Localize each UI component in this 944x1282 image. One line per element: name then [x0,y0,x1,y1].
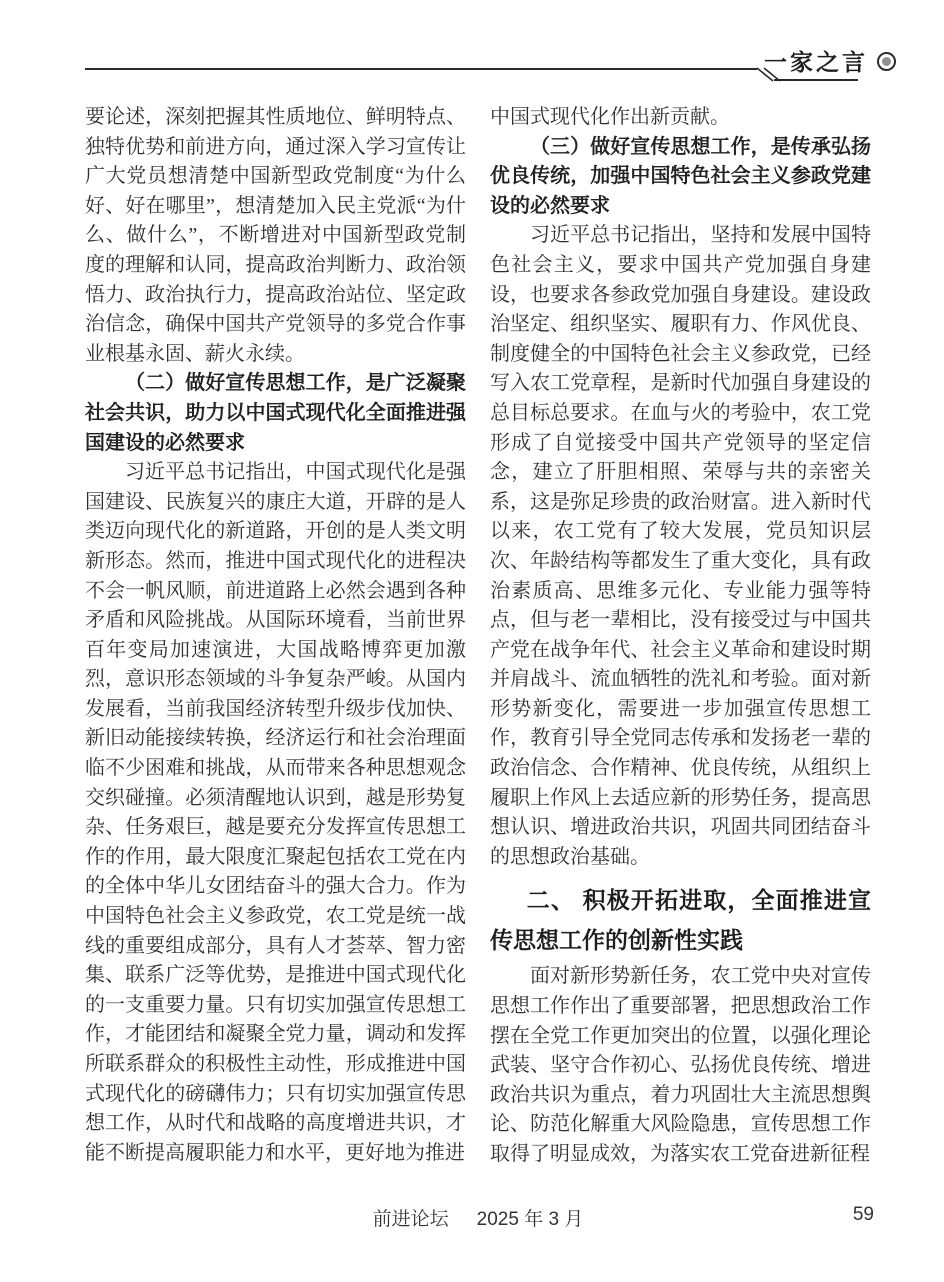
bullseye-icon [877,52,896,71]
footer-issue-date: 2025 年 3 月 [476,1209,584,1230]
section-heading-2: 二、 积极开拓进取，全面推进宣传思想工作的创新性实践 [490,887,871,954]
subheading-3: （三）做好宣传思想工作，是传承弘扬优良传统，加强中国特色社会主义参政党建设的必然要求 [490,135,871,217]
paragraph-continuation: 要论述，深刻把握其性质地位、鲜明特点、独特优势和前进方向，通过深入学习宣传让广大党员想清楚中国新型政党制度“为什么好、好在哪里”，想清楚加入民主党派“为什么、做什么”，不断增进对中国新型政党制度的理解和认同，提高政治判断力、政治领悟力、政治执行力，提高政治站位、坚定政治信念，确保中国共产党领导的多党合作事业根基永固、薪火永续。 [85,106,466,365]
left-column [85,103,466,1168]
page-number: 59 [852,1204,874,1225]
right-column [490,103,871,1170]
paragraph: 习近平总书记指出，中国式现代化是强国建设、民族复兴的康庄大道，开辟的是人类迈向现代化的新道路，开创的是人类文明新形态。然而，推进中国式现代化的进程决不会一帆风顺，前进道路上必然会遇到各种矛盾和风险挑战。从国际环境看，当前世界百年变局加速演进，大国战略博弈更加激烈，意识形态领域的斗争复杂严峻。从国内发展看，当前我国经济转型升级步伐加快、新旧动能接续转换，经济运行和社会治理面临不少困难和挑战，从而带来各种思想观念交织碰撞。必须清醒地认识到，越是形势复杂、任务艰巨，越是要充分发挥宣传思想工作的作用，最大限度汇聚起包括农工党在内的全体中华儿女团结奋斗的强大合力。作为中国特色社会主义参政党，农工党是统一战线的重要组成部分，具有人才荟萃、智力密集、联系广泛等优势，是推进中国式现代化的一支重要力量。只有切实加强宣传思想工作，才能团结和凝聚全党力量，调动和发挥所联系群众的积极性主动性，形成推进中国式现代化的磅礴伟力；只有切实加强宣传思想工作，从时代和战略的高度增进共识，才能不断提高履职能力和水平，更好地为推进 [85,461,466,1164]
footer-journal-title: 前进论坛 [372,1209,449,1230]
subheading-2: （二）做好宣传思想工作，是广泛凝聚社会共识，助力以中国式现代化全面推进强国建设的必然要求 [85,372,466,454]
footer [85,1204,871,1231]
section-label: 一家之言 [764,50,868,75]
paragraph: 面对新形势新任务，农工党中央对宣传思想工作作出了重要部署，把思想政治工作摆在全党工作更加突出的位置，以强化理论武装、坚守合作初心、弘扬优良传统、增进政治共识为重点，着力巩固壮大主流思想舆论、防范化解重大风险隐患，宣传思想工作取得了明显成效，为落实农工党奋进新征程 [490,965,871,1165]
paragraph: 习近平总书记指出，坚持和发展中国特色社会主义，要求中国共产党加强自身建设，也要求各参政党加强自身建设。建设政治坚定、组织坚实、履职有力、作风优良、制度健全的中国特色社会主义参政党，已经写入农工党章程，是新时代加强自身建设的总目标总要求。在血与火的考验中，农工党形成了自觉接受中国共产党领导的坚定信念，建立了肝胆相照、荣辱与共的亲密关系，这是弥足珍贵的政治财富。进入新时代以来，农工党有了较大发展，党员知识层次、年龄结构等都发生了重大变化，具有政治素质高、思维多元化、专业能力强等特点，但与老一辈相比，没有接受过与中国共产党在战争年代、社会主义革命和建设时期并肩战斗、流血牺牲的洗礼和考验。面对新形势新变化，需要进一步加强宣传思想工作，教育引导全党同志传承和发扬老一辈的政治信念、合作精神、优良传统，从组织上履职上作风上去适应新的形势任务，提高思想认识、增进政治共识，巩固共同团结奋斗的思想政治基础。 [490,224,871,868]
paragraph-continuation: 中国式现代化作出新贡献。 [490,106,730,128]
